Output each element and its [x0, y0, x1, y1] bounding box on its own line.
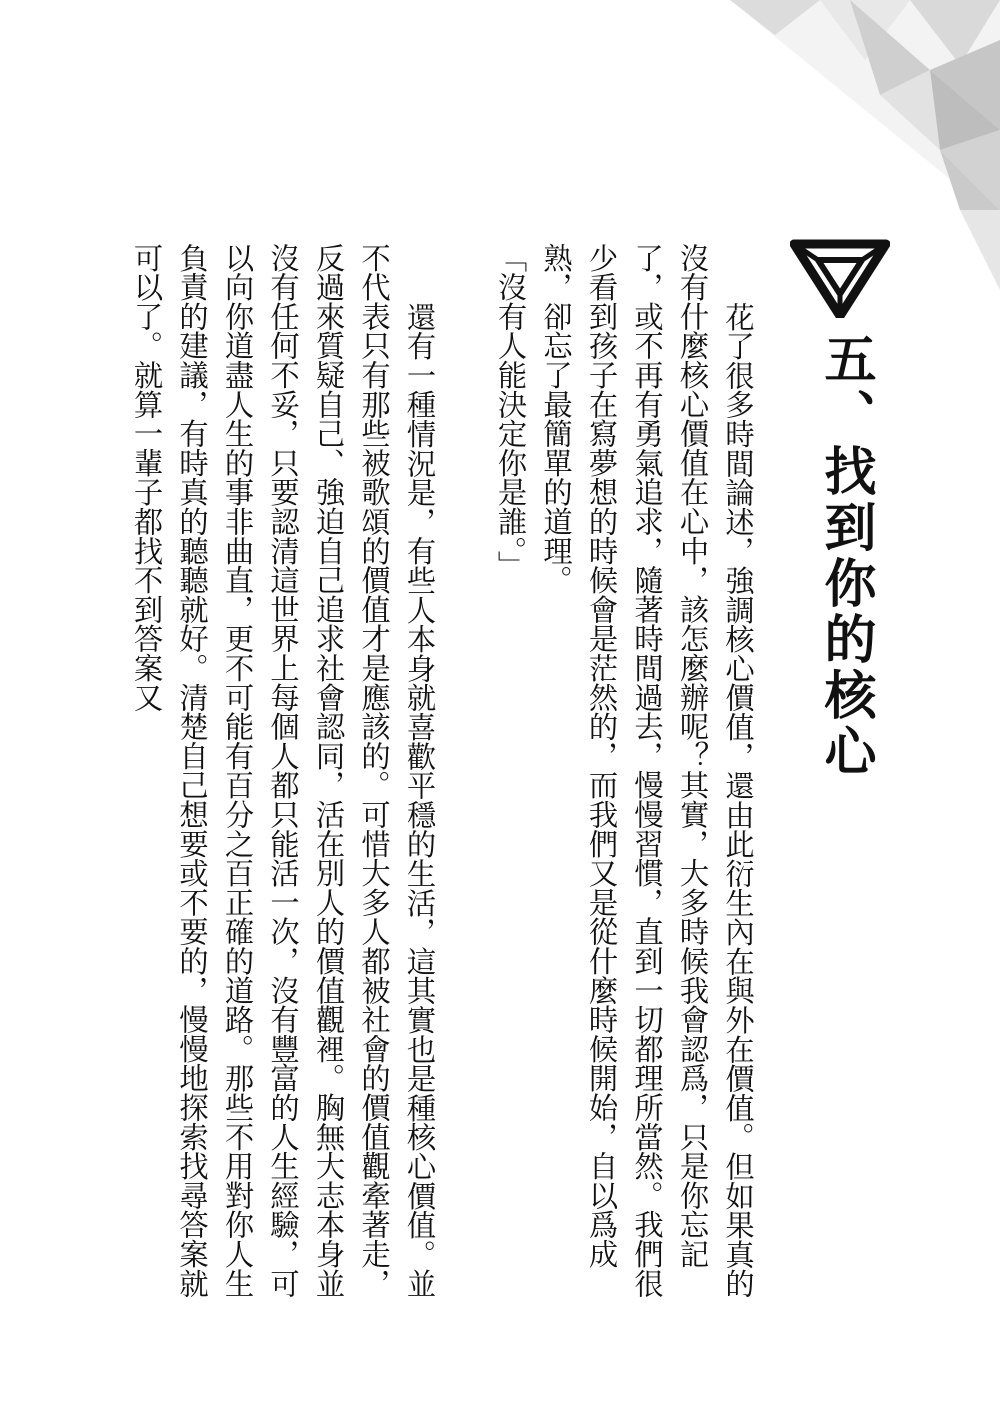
paragraph-1: 花了很多時間論述，強調核心價值，還由此衍生內在與外在價值。但如果真的沒有什麼核心價值在心中，該怎麼辦呢？其實，大多時候我會認爲，只是你忘記了，或不再有勇氣追求，隨著時間過去，慢慢習慣，直到一切都理所當然。我們很少看到孩子在寫夢想的時候會是茫然的，而我們又是從什麼時候開始，自以爲成熟，卻忘了最簡單的道理。 — [539, 243, 755, 1298]
paragraph-2: 還有一種情況是，有些人本身就喜歡平穩的生活，這其實也是種核心價值。並不代表只有那些被歌頌的價值才是應該的。可惜大多人都被社會的價值觀牽著走，反過來質疑自己、強迫自己追求社會認同，活在別人的價值觀裡。胸無大志本身並沒有任何不妥，只要認清這世界上每個人都只能活一次，沒有豐富的人生經驗，可以向你道盡人生的事非曲直，更不可能有百分之百正確的道路。那些不用對你人生負責的建議，有時真的聽聽就好。清楚自己想要或不要的，慢慢地探索找尋答案就可以了。就算一輩子都找不到答案又 — [129, 243, 437, 1298]
body-text — [78, 243, 761, 1323]
quote-paragraph: 「沒有人能決定你是誰。」 — [493, 243, 528, 580]
impossible-triangle-icon — [790, 238, 890, 318]
deco-triangle — [960, 210, 1000, 290]
chapter-title: 五、找到你的核心 — [815, 332, 875, 780]
